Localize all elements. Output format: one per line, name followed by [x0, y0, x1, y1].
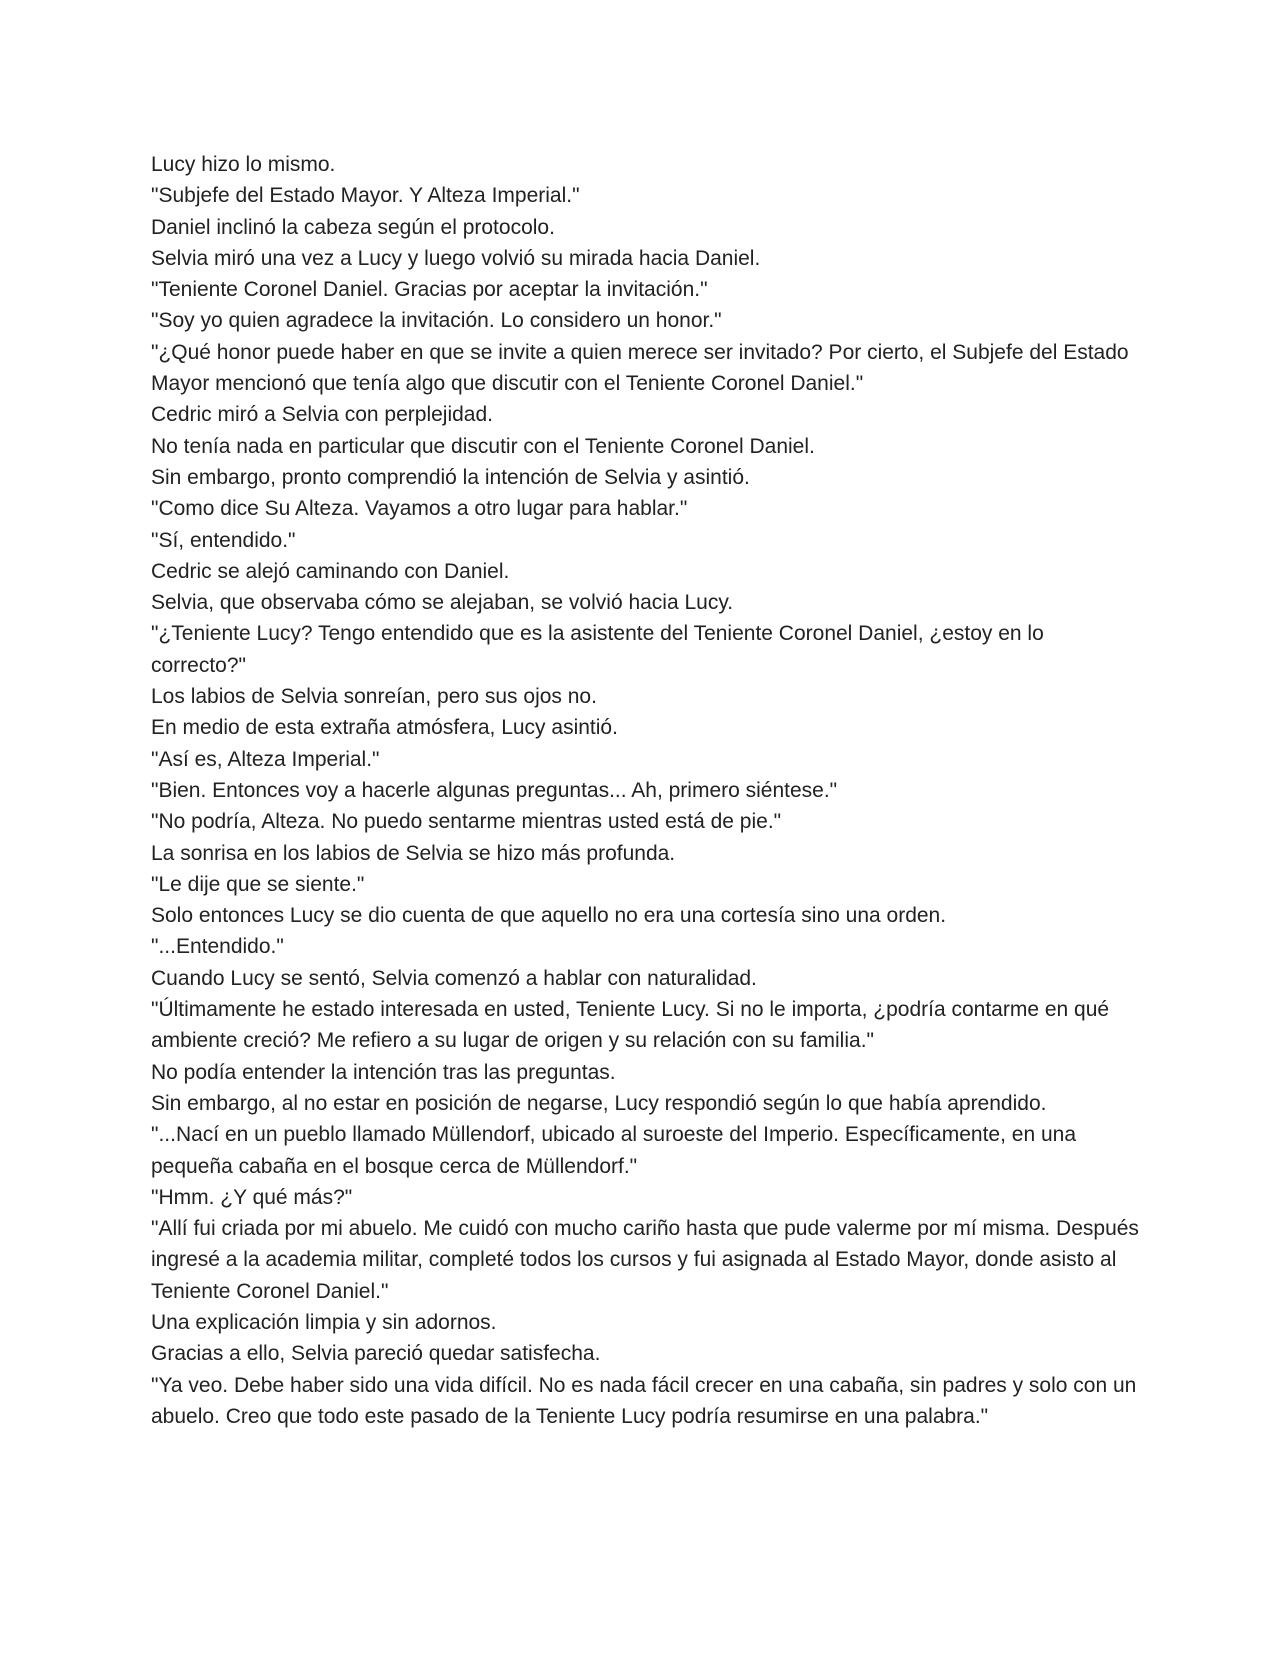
paragraph: Una explicación limpia y sin adornos. — [151, 1310, 497, 1334]
paragraph: "¿Teniente Lucy? Tengo entendido que es la asistente del Teniente Coronel Daniel, ¿estoy en lo correcto?" — [151, 622, 1044, 677]
paragraph: Cedric se alejó caminando con Daniel. — [151, 559, 510, 583]
paragraph: Sin embargo, pronto comprendió la intención de Selvia y asintió. — [151, 465, 750, 489]
paragraph: "Así es, Alteza Imperial." — [151, 747, 380, 771]
paragraph: "Hmm. ¿Y qué más?" — [151, 1185, 353, 1209]
paragraph: "¿Qué honor puede haber en que se invite a quien merece ser invitado? Por cierto, el Subjefe del Estado Mayor mencionó que tenía algo que discutir con el Teniente Coronel Daniel." — [151, 340, 1129, 396]
paragraph: Cedric miró a Selvia con perplejidad. — [151, 403, 493, 427]
paragraph: "Allí fui criada por mi abuelo. Me cuidó con mucho cariño hasta que pude valerme por mí misma. Después ingresé a la academia militar, completé todos los cursos y fui asignada al Estado Mayor, donde asisto al Teniente Coronel Daniel." — [151, 1217, 1139, 1303]
paragraph: "Ya veo. Debe haber sido una vida difícil. No es nada fácil crecer en una cabaña, sin padres y solo con un abuelo. Creo que todo este pasado de la Teniente Lucy podría resumirse en una palabra." — [151, 1373, 1137, 1428]
paragraph: "Como dice Su Alteza. Vayamos a otro lugar para hablar." — [151, 497, 688, 521]
paragraph: Lucy hizo lo mismo. — [151, 153, 336, 176]
paragraph: "...Nací en un pueblo llamado Müllendorf, ubicado al suroeste del Imperio. Específicamente, en una pequeña cabaña en el bosque cerca de Müllendorf." — [151, 1123, 1076, 1178]
paragraph: En medio de esta extraña atmósfera, Lucy asintió. — [151, 716, 618, 740]
paragraph: "Últimamente he estado interesada en usted, Teniente Lucy. Si no le importa, ¿podría contarme en qué ambiente creció? Me refiero a su lugar de origen y su relación con su familia." — [151, 998, 1110, 1053]
paragraph: "Soy yo quien agradece la invitación. Lo considero un honor." — [151, 309, 722, 333]
paragraph: "Le dije que se siente." — [151, 872, 365, 896]
paragraph: La sonrisa en los labios de Selvia se hizo más profunda. — [151, 841, 676, 865]
paragraph: Solo entonces Lucy se dio cuenta de que aquello no era una cortesía sino una orden. — [151, 904, 947, 928]
paragraph: Gracias a ello, Selvia pareció quedar satisfecha. — [151, 1342, 601, 1366]
paragraph: Selvia miró una vez a Lucy y luego volvió su mirada hacia Daniel. — [151, 246, 761, 270]
paragraph: "Subjefe del Estado Mayor. Y Alteza Imperial." — [151, 184, 580, 208]
paragraph: "No podría, Alteza. No puedo sentarme mientras usted está de pie." — [151, 810, 782, 834]
paragraph: Daniel inclinó la cabeza según el protocolo. — [151, 215, 555, 239]
paragraph: No podía entender la intención tras las preguntas. — [151, 1060, 616, 1084]
paragraph: Sin embargo, al no estar en posición de negarse, Lucy respondió según lo que había aprendido. — [151, 1091, 1047, 1115]
paragraph: Los labios de Selvia sonreían, pero sus ojos no. — [151, 685, 597, 709]
paragraph: "...Entendido." — [151, 935, 284, 959]
paragraph: "Bien. Entonces voy a hacerle algunas preguntas... Ah, primero siéntese." — [151, 778, 838, 802]
paragraph: "Teniente Coronel Daniel. Gracias por aceptar la invitación." — [151, 278, 708, 302]
paragraph: Cuando Lucy se sentó, Selvia comenzó a hablar con naturalidad. — [151, 966, 757, 990]
document-body — [151, 149, 1141, 1432]
paragraph: Selvia, que observaba cómo se alejaban, se volvió hacia Lucy. — [151, 591, 734, 615]
paragraph: "Sí, entendido." — [151, 528, 296, 552]
paragraph: No tenía nada en particular que discutir con el Teniente Coronel Daniel. — [151, 434, 815, 458]
